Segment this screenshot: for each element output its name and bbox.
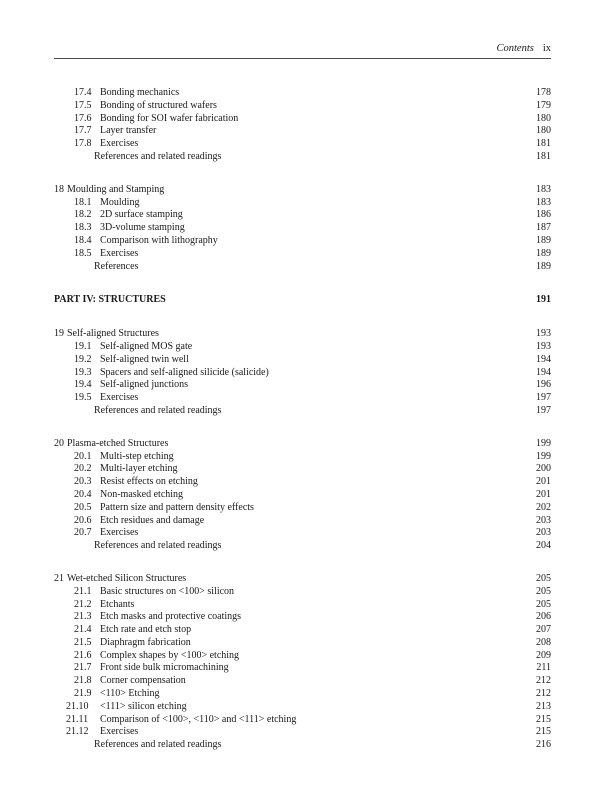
section-title: Etch masks and protective coatings [100,611,242,623]
page-ref: 197 [536,404,551,416]
chapter-number: 18 [54,183,64,195]
section-title: Comparison of <100>, <110> and <111> etching [100,713,297,725]
section-number: 18.5 [74,247,92,259]
header-rule [54,58,551,59]
section-title: Resist effects on etching [100,476,198,488]
toc-entry[interactable] [54,113,551,126]
page-ref: 205 [536,572,551,584]
section-title: Bonding mechanics [100,87,180,98]
toc-entry[interactable] [54,222,551,235]
toc-entry[interactable] [54,125,551,138]
toc-entry[interactable] [54,515,551,528]
section-title: <110> Etching [100,688,160,700]
references-title: References and related readings [94,150,222,162]
toc-entry[interactable] [54,463,551,476]
chapter-number: 20 [54,437,64,449]
section-number: 21.10 [66,700,89,712]
page-ref: 189 [536,234,551,246]
toc-entry[interactable] [54,235,551,248]
toc-entry[interactable] [54,726,551,739]
section-number: 20.4 [74,488,92,500]
toc-entry[interactable] [54,650,551,663]
chapter-number: 21 [54,572,64,584]
page-ref: 212 [536,688,551,700]
running-header-title: Contents [496,43,534,54]
toc-references[interactable] [54,261,551,274]
toc-block-ch17 [54,87,551,164]
toc-entry[interactable] [54,714,551,727]
page-ref: 197 [536,392,551,404]
section-number: 21.3 [74,611,92,623]
toc-entry[interactable] [54,100,551,113]
toc-part-heading[interactable] [54,294,551,307]
section-title: Non-masked etching [100,488,184,500]
section-number: 21.6 [74,649,92,661]
page-ref: 191 [536,294,551,306]
page-ref: 181 [536,138,551,150]
spacer [54,553,551,573]
section-number: 18.2 [74,209,92,221]
section-number: 19.2 [74,353,92,365]
toc-entry[interactable] [54,688,551,701]
section-number: 17.8 [74,138,92,150]
section-number: 21.4 [74,624,92,636]
page-ref: 202 [536,501,551,513]
page-ref: 186 [536,209,551,221]
section-number: 18.4 [74,234,92,246]
section-number: 17.7 [74,125,92,137]
page-ref: 189 [536,247,551,259]
page-ref: 201 [536,488,551,500]
page-ref: 194 [536,366,551,378]
references-title: References [94,260,139,272]
page-ref: 206 [536,611,551,623]
page-ref: 199 [536,437,551,449]
page-ref: 194 [536,353,551,365]
toc-entry[interactable] [54,248,551,261]
toc-references[interactable] [54,405,551,418]
section-number: 21.7 [74,662,92,674]
spacer [54,164,551,184]
page-ref: 207 [536,624,551,636]
page-ref: 208 [536,636,551,648]
page-ref: 189 [536,260,551,272]
chapter-title: Plasma-etched Structures [67,437,169,449]
page-ref: 187 [536,222,551,234]
toc-references[interactable] [54,151,551,164]
section-number: 17.6 [74,112,92,124]
section-number: 21.2 [74,598,92,610]
page-ref: 211 [536,662,551,674]
section-number: 19.1 [74,340,92,352]
section-number: 21.11 [66,713,89,725]
toc-entry[interactable] [54,637,551,650]
page-ref: 179 [536,99,551,111]
section-title: Corner compensation [100,675,186,687]
references-title: References and related readings [94,404,222,416]
section-title: Complex shapes by <100> etching [100,649,240,661]
references-title: References and related readings [94,739,222,751]
page-ref: 215 [536,713,551,725]
section-number: 20.2 [74,463,92,475]
section-title: Etchants [100,598,135,610]
toc-block-ch18 [54,184,551,274]
section-number: 21.5 [74,636,92,648]
chapter-title: Self-aligned Structures [67,328,159,340]
toc-entry[interactable] [54,138,551,151]
toc-entry[interactable] [54,341,551,354]
section-number: 19.5 [74,392,92,404]
toc-entry[interactable] [54,701,551,714]
section-number: 21.9 [74,688,92,700]
toc-chapter[interactable] [54,184,551,197]
toc-entry[interactable] [54,611,551,624]
section-number: 20.5 [74,501,92,513]
page-ref: 213 [536,700,551,712]
section-number: 17.5 [74,99,92,111]
toc-entry[interactable] [54,599,551,612]
toc-entry[interactable] [54,367,551,380]
section-title: Etch rate and etch stop [100,624,192,636]
page-ref: 181 [536,150,551,162]
page-ref: 183 [536,183,551,195]
section-number: 19.3 [74,366,92,378]
page-ref: 200 [536,463,551,475]
part-title: PART IV: STRUCTURES [54,294,166,306]
toc-block-ch21 [54,573,551,752]
running-header [54,43,551,54]
toc-chapter[interactable] [54,438,551,451]
section-number: 20.6 [74,514,92,526]
section-title: Multi-step etching [100,450,174,462]
toc-entry[interactable] [54,451,551,464]
page-ref: 215 [536,726,551,738]
section-title: Exercises [100,726,139,738]
toc-entry[interactable] [54,379,551,392]
page-ref: 196 [536,379,551,391]
section-title: Layer transfer [100,125,157,137]
page-ref: 193 [536,328,551,340]
section-title: Comparison with lithography [100,234,218,246]
spacer [54,273,551,294]
section-number: 19.4 [74,379,92,391]
page-ref: 216 [536,739,551,751]
page-ref: 205 [536,598,551,610]
page-ref: 204 [536,540,551,552]
toc-entry[interactable] [54,354,551,367]
section-title: Spacers and self-aligned silicide (salicide) [100,366,269,378]
section-title: Self-aligned twin well [100,353,189,365]
section-number: 21.8 [74,675,92,687]
section-title: Bonding for SOI wafer fabrication [100,112,239,124]
toc-chapter[interactable] [54,573,551,586]
section-title: 2D surface stamping [100,209,183,221]
page-ref: 203 [536,527,551,539]
page-ref: 199 [536,450,551,462]
toc-entry[interactable] [54,489,551,502]
page-ref: 183 [536,196,551,208]
section-title: Bonding of structured wafers [100,99,217,111]
chapter-number: 19 [54,328,64,340]
section-title: Self-aligned junctions [100,379,189,391]
section-number: 21.12 [66,726,89,738]
section-number: 20.3 [74,476,92,488]
toc-references[interactable] [54,739,551,752]
section-title: Exercises [100,138,139,150]
section-number: 21.1 [74,585,92,597]
toc-entry[interactable] [54,624,551,637]
section-title: Basic structures on <100> silicon [100,585,235,597]
toc [54,87,551,752]
toc-references[interactable] [54,540,551,553]
section-title: Exercises [100,392,139,404]
spacer [54,418,551,438]
toc-entry[interactable] [54,87,551,100]
toc-entry[interactable] [54,209,551,222]
toc-block-ch20 [54,438,551,553]
page-ref: 212 [536,675,551,687]
page-ref: 180 [536,112,551,124]
page-ref: 193 [536,340,551,352]
section-title: Etch residues and damage [100,514,205,526]
section-number: 18.3 [74,222,92,234]
page-ref: 180 [536,125,551,137]
toc-entry[interactable] [54,392,551,405]
toc-chapter[interactable] [54,328,551,341]
page-ref: 205 [536,585,551,597]
page-ref: 203 [536,514,551,526]
section-title: Self-aligned MOS gate [100,340,193,352]
toc-entry[interactable] [54,675,551,688]
toc-entry[interactable] [54,476,551,489]
toc-entry[interactable] [54,586,551,599]
toc-entry[interactable] [54,527,551,540]
toc-entry[interactable] [54,197,551,210]
chapter-title: Wet-etched Silicon Structures [67,572,187,584]
page-ref: 209 [536,649,551,661]
section-title: Multi-layer etching [100,463,178,475]
spacer [54,307,551,328]
page-number: ix [542,43,551,54]
toc-entry[interactable] [54,662,551,675]
section-title: Front side bulk micromachining [100,662,229,674]
section-number: 18.1 [74,196,92,208]
section-number: 17.4 [74,87,92,98]
toc-entry[interactable] [54,502,551,515]
section-title: Pattern size and pattern density effects [100,501,254,513]
section-number: 20.1 [74,450,92,462]
section-title: Diaphragm fabrication [100,636,191,648]
toc-block-ch19 [54,328,551,418]
section-number: 20.7 [74,527,92,539]
chapter-title: Moulding and Stamping [67,183,165,195]
section-title: Exercises [100,247,139,259]
page-ref: 178 [536,87,551,98]
section-title: 3D-volume stamping [100,222,185,234]
page-ref: 201 [536,476,551,488]
section-title: Moulding [100,196,140,208]
references-title: References and related readings [94,540,222,552]
section-title: <111> silicon etching [100,700,187,712]
section-title: Exercises [100,527,139,539]
